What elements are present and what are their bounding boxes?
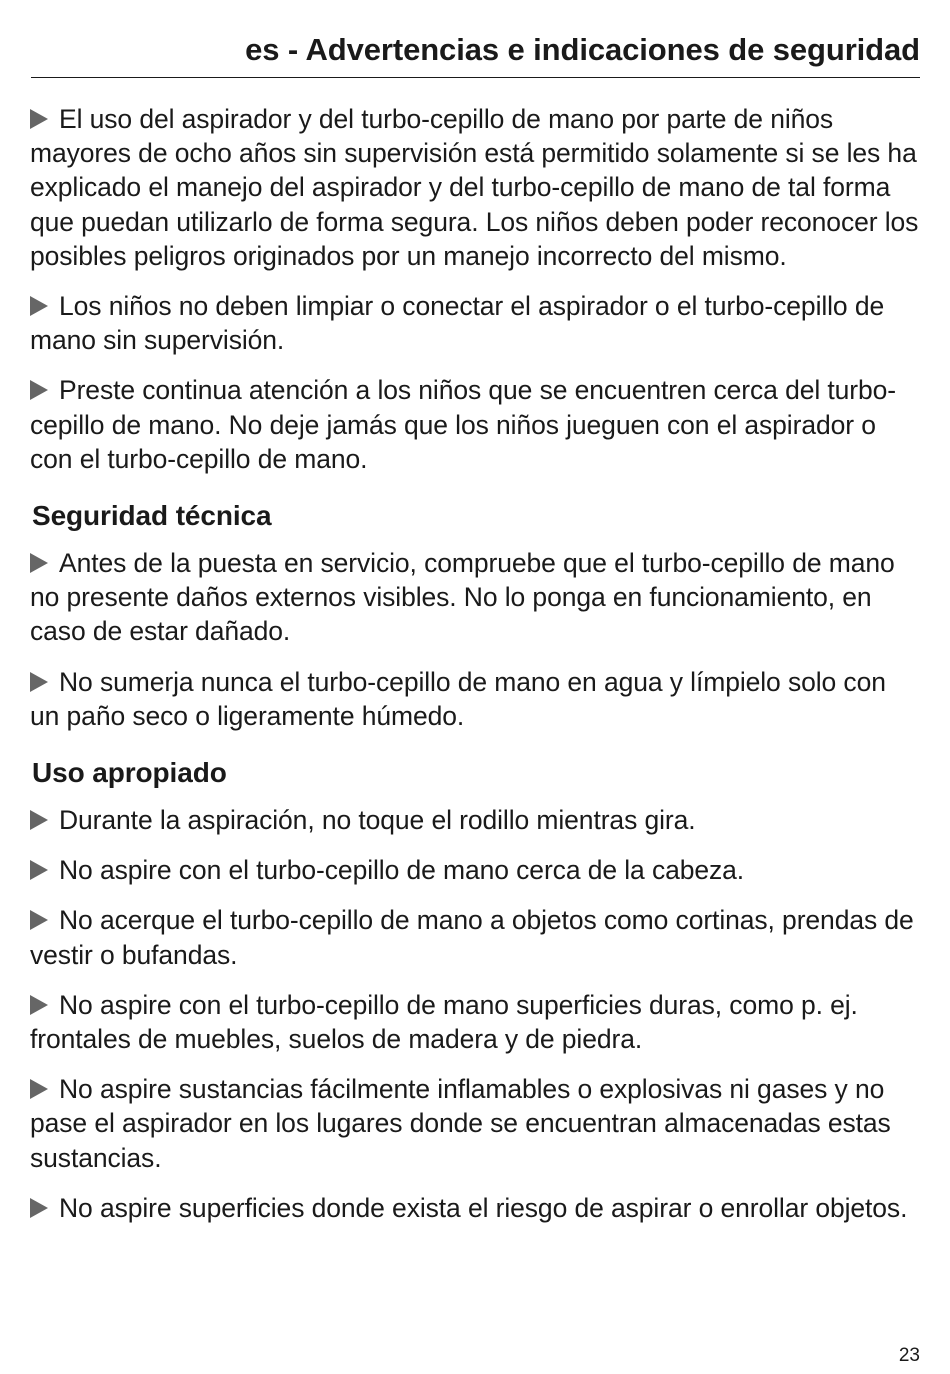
list-item [30,903,920,971]
page-header [31,30,920,78]
list-item [30,988,920,1056]
list-item [30,546,920,649]
triangle-right-icon [30,296,48,316]
triangle-right-icon [30,1198,48,1218]
list-item [30,1191,920,1225]
triangle-right-icon [30,995,48,1015]
triangle-right-icon [30,810,48,830]
list-item [30,1072,920,1175]
list-item-text: Durante la aspiración, no toque el rodillo mientras gira. [59,805,696,836]
list-item-text: El uso del aspirador y del turbo-cepillo de mano por parte de niños mayores de ocho años sin supervisión está permitido solamente si se les ha explicado el manejo del aspirador y del turbo-cepillo de mano de tal forma que puedan utilizarlo de forma segura. Los niños deben poder reconocer los posibles peligros originados por un manejo incorrecto del mismo. [30,104,919,271]
list-item-text: No aspire con el turbo-cepillo de mano cerca de la cabeza. [59,855,745,886]
triangle-right-icon [30,553,48,573]
list-item [30,373,920,476]
page-content [30,102,920,1225]
list-item [30,102,920,273]
list-item-text: Antes de la puesta en servicio, compruebe que el turbo-cepillo de mano no presente daños externos visibles. No lo ponga en funcionamiento, en caso de estar dañado. [30,548,895,647]
triangle-right-icon [30,380,48,400]
page-number: 23 [898,1345,920,1366]
list-item-text: No acerque el turbo-cepillo de mano a objetos como cortinas, prendas de vestir o bufandas. [30,905,914,970]
list-item [30,665,920,733]
list-item-text: No aspire superficies donde exista el riesgo de aspirar o enrollar objetos. [59,1192,908,1223]
list-item [30,289,920,357]
list-item-text: No sumerja nunca el turbo-cepillo de mano en agua y límpielo solo con un paño seco o ligeramente húmedo. [30,666,886,731]
list-item-text: No aspire con el turbo-cepillo de mano superficies duras, como p. ej. frontales de muebles, suelos de madera y de piedra. [30,989,858,1055]
page-title: es - Advertencias e indicaciones de seguridad [245,32,920,67]
triangle-right-icon [30,910,48,930]
proper-use-section [30,755,920,1225]
intro-section [30,102,920,476]
triangle-right-icon [30,860,48,880]
triangle-right-icon [30,1079,48,1099]
list-item [30,803,920,837]
list-item-text: Los niños no deben limpiar o conectar el aspirador o el turbo-cepillo de mano sin supervisión. [30,291,885,356]
triangle-right-icon [30,672,48,692]
triangle-right-icon [30,109,48,129]
section-heading: Uso apropiado [32,757,227,789]
section-heading: Seguridad técnica [32,500,272,532]
list-item-text: Preste continua atención a los niños que se encuentren cerca del turbo-cepillo de mano. No deje jamás que los niños jueguen con el aspirador o con el turbo-cepillo de mano. [30,375,897,474]
list-item-text: No aspire sustancias fácilmente inflamables o explosivas ni gases y no pase el aspirador en los lugares donde se encuentran almacenadas estas sustancias. [30,1074,891,1173]
list-item [30,853,920,887]
technical-safety-section [30,498,920,733]
